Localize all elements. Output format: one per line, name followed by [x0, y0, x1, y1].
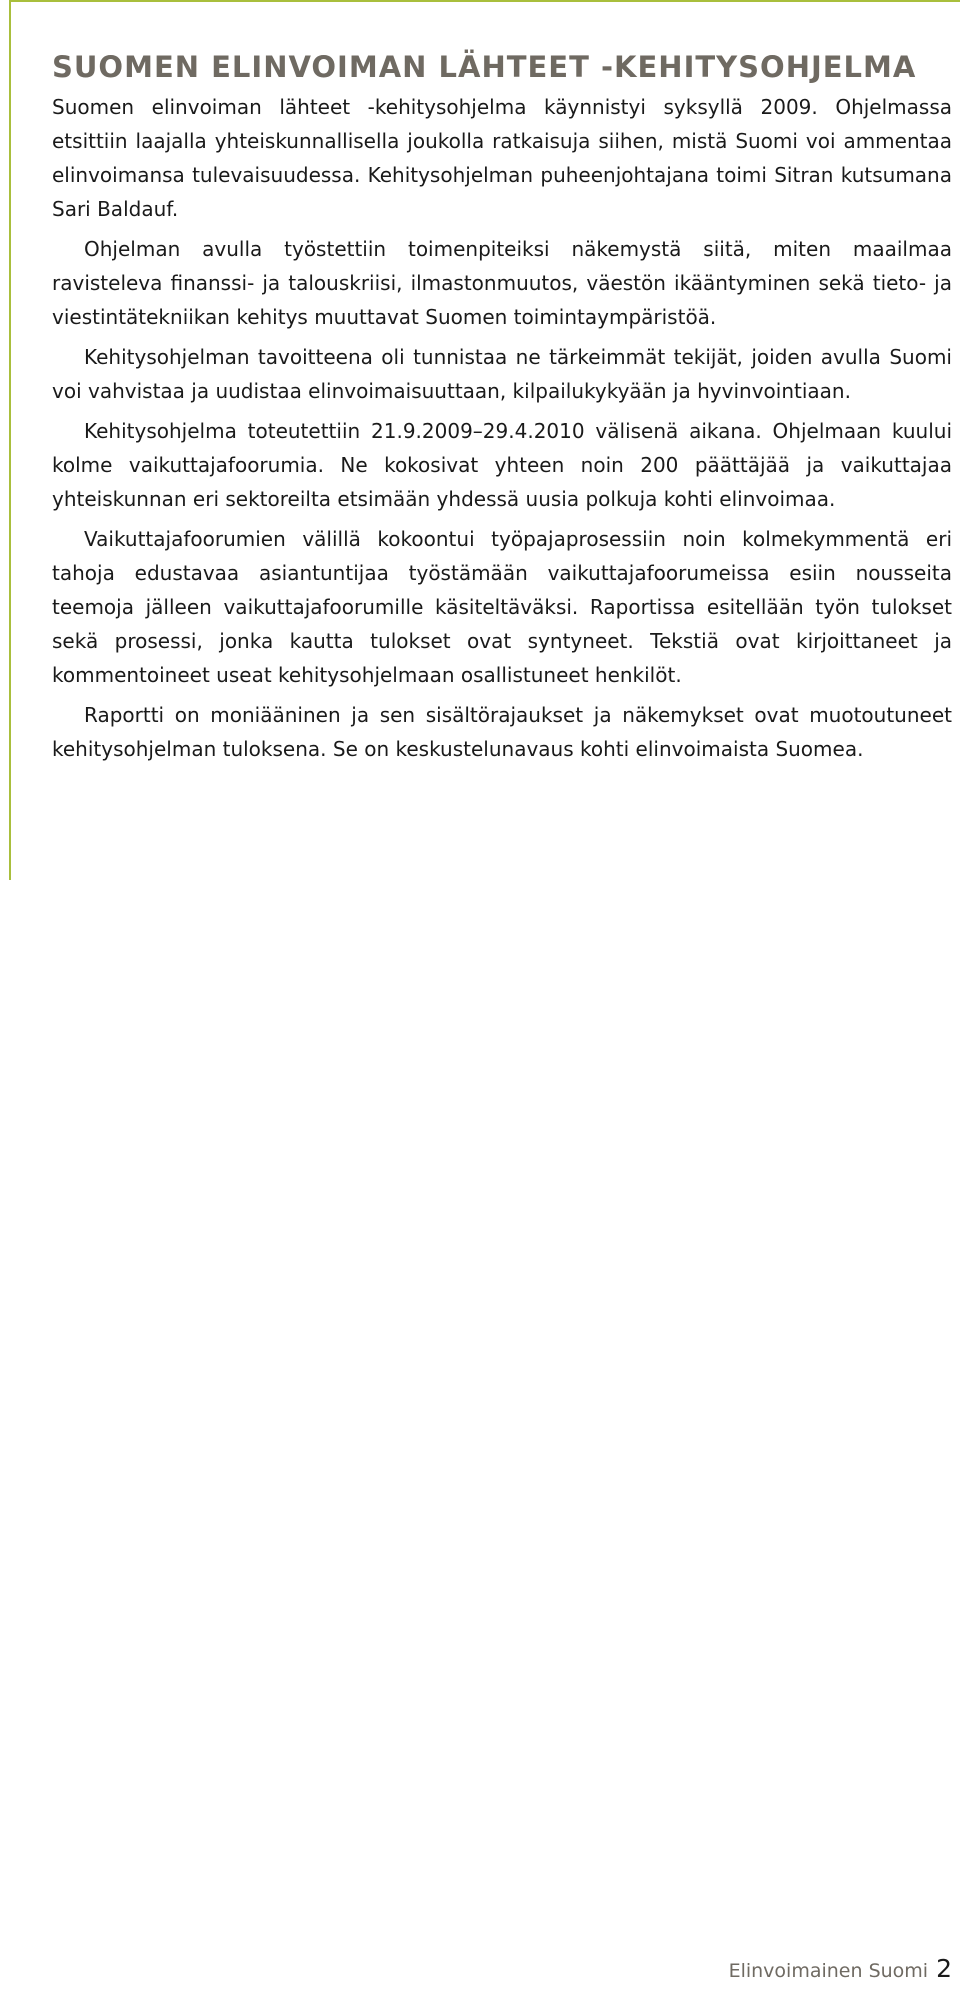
paragraph: Kehitysohjelman tavoitteena oli tunnistaa ne tärkeimmät tekijät, joiden avulla Suomi voi vahvistaa ja uudistaa elinvoimaisuuttaan, kilpailukykyään ja hyvinvointiaan.: [52, 345, 952, 403]
paragraph-intro: Suomen elinvoiman lähteet -kehitysohjelma käynnistyi syksyllä 2009. Ohjelmassa etsittiin laajalla yhteiskunnallisella joukolla ratkaisuja siihen, mistä Suomi voi ammentaa elinvoimansa tulevaisuudessa. Kehitysohjelman puheenjohtajana toimi Sitran kutsumana Sari Baldauf.: [52, 95, 952, 221]
section-heading: SUOMEN ELINVOIMAN LÄHTEET -KEHITYSOHJELMA: [52, 50, 917, 84]
footer-title: Elinvoimainen Suomi: [728, 1960, 929, 1982]
paragraph: Kehitysohjelma toteutettiin 21.9.2009–29.4.2010 välisenä aikana. Ohjelmaan kuului kolme vaikuttajafoorumia. Ne kokosivat yhteen noin 200 päättäjää ja vaikuttajaa yhteiskunnan eri sektoreilta etsimään yhdessä uusia polkuja kohti elinvoimaa.: [52, 419, 952, 511]
paragraph: Raportti on moniääninen ja sen sisältörajaukset ja näkemykset ovat muotoutuneet kehitysohjelman tuloksena. Se on keskustelunavaus kohti elinvoimaista Suomea.: [52, 703, 952, 761]
paragraph: Ohjelman avulla työstettiin toimenpiteiksi näkemystä siitä, miten maailmaa ravisteleva finanssi- ja talouskriisi, ilmastonmuutos, väestön ikääntyminen sekä tieto- ja viestintätekniikan kehitys muuttavat Suomen toimintaympäristöä.: [52, 237, 952, 329]
page-footer: [729, 1954, 952, 1983]
page-number: 2: [936, 1954, 952, 1983]
paragraph: Vaikuttajafoorumien välillä kokoontui työpajaprosessiin noin kolmekymmentä eri tahoja edustavaa asiantuntijaa työstämään vaikuttajafoorumeissa esiin nousseita teemoja jälleen vaikuttajafoorumille käsiteltäväksi. Raportissa esitellään työn tulokset sekä prosessi, jonka kautta tulokset ovat syntyneet. Tekstiä ovat kirjoittaneet ja kommentoineet useat kehitysohjelmaan osallistuneet henkilöt.: [52, 527, 952, 687]
document-body: [52, 48, 952, 772]
